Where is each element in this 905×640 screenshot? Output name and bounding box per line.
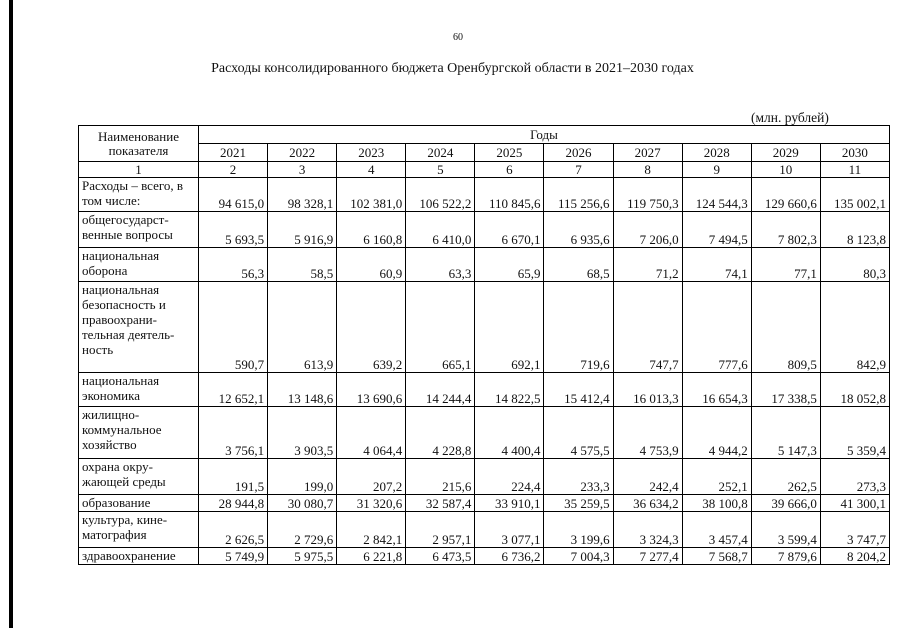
value-cell: 68,5 — [544, 248, 613, 282]
value-cell: 102 381,0 — [337, 178, 406, 212]
table-row — [79, 178, 890, 212]
value-cell: 7 206,0 — [613, 212, 682, 248]
value-cell: 71,2 — [613, 248, 682, 282]
value-cell: 74,1 — [682, 248, 751, 282]
table-row — [79, 212, 890, 248]
value-cell: 5 147,3 — [751, 407, 820, 459]
document-title: Расходы консолидированного бюджета Оренбургской области в 2021–2030 годах — [211, 61, 694, 76]
value-cell: 6 160,8 — [337, 212, 406, 248]
value-cell: 13 148,6 — [268, 373, 337, 407]
table-row — [79, 512, 890, 548]
value-cell: 4 944,2 — [682, 407, 751, 459]
value-cell: 224,4 — [475, 459, 544, 495]
indicator-name: здравоохранение — [79, 548, 199, 565]
value-cell: 5 916,9 — [268, 212, 337, 248]
value-cell: 3 199,6 — [544, 512, 613, 548]
value-cell: 215,6 — [406, 459, 475, 495]
value-cell: 4 064,4 — [337, 407, 406, 459]
column-number: 6 — [475, 162, 544, 178]
value-cell: 7 004,3 — [544, 548, 613, 565]
value-cell: 7 879,6 — [751, 548, 820, 565]
value-cell: 719,6 — [544, 282, 613, 373]
indicator-name: национальная безопасность и правоохрани-тельная деятель-ность — [79, 282, 199, 373]
value-cell: 65,9 — [475, 248, 544, 282]
value-cell: 242,4 — [613, 459, 682, 495]
value-cell: 18 052,8 — [820, 373, 889, 407]
value-cell: 115 256,6 — [544, 178, 613, 212]
value-cell: 3 756,1 — [199, 407, 268, 459]
indicator-name-header: Наименование показателя — [79, 126, 199, 162]
column-number: 9 — [682, 162, 751, 178]
value-cell: 2 957,1 — [406, 512, 475, 548]
value-cell: 8 123,8 — [820, 212, 889, 248]
value-cell: 5 359,4 — [820, 407, 889, 459]
indicator-name: культура, кине-матография — [79, 512, 199, 548]
value-cell: 38 100,8 — [682, 495, 751, 512]
column-number: 7 — [544, 162, 613, 178]
value-cell: 16 013,3 — [613, 373, 682, 407]
value-cell: 15 412,4 — [544, 373, 613, 407]
value-cell: 3 599,4 — [751, 512, 820, 548]
value-cell: 35 259,5 — [544, 495, 613, 512]
year-header: 2026 — [544, 144, 613, 162]
value-cell: 2 842,1 — [337, 512, 406, 548]
value-cell: 16 654,3 — [682, 373, 751, 407]
value-cell: 6 221,8 — [337, 548, 406, 565]
indicator-name: национальная оборона — [79, 248, 199, 282]
value-cell: 3 457,4 — [682, 512, 751, 548]
column-number: 8 — [613, 162, 682, 178]
value-cell: 60,9 — [337, 248, 406, 282]
year-header: 2029 — [751, 144, 820, 162]
value-cell: 94 615,0 — [199, 178, 268, 212]
year-header: 2025 — [475, 144, 544, 162]
value-cell: 665,1 — [406, 282, 475, 373]
column-number: 3 — [268, 162, 337, 178]
year-header: 2021 — [199, 144, 268, 162]
value-cell: 3 903,5 — [268, 407, 337, 459]
value-cell: 6 670,1 — [475, 212, 544, 248]
years-header: Годы — [199, 126, 890, 144]
value-cell: 77,1 — [751, 248, 820, 282]
value-cell: 31 320,6 — [337, 495, 406, 512]
year-header: 2023 — [337, 144, 406, 162]
value-cell: 6 473,5 — [406, 548, 475, 565]
column-number: 2 — [199, 162, 268, 178]
value-cell: 12 652,1 — [199, 373, 268, 407]
budget-table — [78, 125, 890, 565]
page-number: 60 — [453, 32, 463, 43]
table-row — [79, 459, 890, 495]
table-row — [79, 407, 890, 459]
value-cell: 28 944,8 — [199, 495, 268, 512]
year-header: 2024 — [406, 144, 475, 162]
value-cell: 63,3 — [406, 248, 475, 282]
value-cell: 590,7 — [199, 282, 268, 373]
column-number: 10 — [751, 162, 820, 178]
value-cell: 639,2 — [337, 282, 406, 373]
value-cell: 41 300,1 — [820, 495, 889, 512]
value-cell: 39 666,0 — [751, 495, 820, 512]
value-cell: 98 328,1 — [268, 178, 337, 212]
value-cell: 273,3 — [820, 459, 889, 495]
value-cell: 14 822,5 — [475, 373, 544, 407]
value-cell: 7 568,7 — [682, 548, 751, 565]
table-row — [79, 548, 890, 565]
value-cell: 613,9 — [268, 282, 337, 373]
table-row — [79, 373, 890, 407]
value-cell: 4 228,8 — [406, 407, 475, 459]
value-cell: 7 277,4 — [613, 548, 682, 565]
value-cell: 124 544,3 — [682, 178, 751, 212]
value-cell: 3 747,7 — [820, 512, 889, 548]
value-cell: 7 494,5 — [682, 212, 751, 248]
value-cell: 5 749,9 — [199, 548, 268, 565]
value-cell: 777,6 — [682, 282, 751, 373]
value-cell: 207,2 — [337, 459, 406, 495]
indicator-name: национальная экономика — [79, 373, 199, 407]
value-cell: 58,5 — [268, 248, 337, 282]
value-cell: 106 522,2 — [406, 178, 475, 212]
value-cell: 33 910,1 — [475, 495, 544, 512]
value-cell: 5 693,5 — [199, 212, 268, 248]
value-cell: 262,5 — [751, 459, 820, 495]
year-header: 2030 — [820, 144, 889, 162]
value-cell: 36 634,2 — [613, 495, 682, 512]
value-cell: 233,3 — [544, 459, 613, 495]
indicator-name: общегосударст-венные вопросы — [79, 212, 199, 248]
year-header: 2027 — [613, 144, 682, 162]
value-cell: 2 626,5 — [199, 512, 268, 548]
table-row — [79, 248, 890, 282]
value-cell: 8 204,2 — [820, 548, 889, 565]
table-row — [79, 495, 890, 512]
value-cell: 7 802,3 — [751, 212, 820, 248]
column-number: 1 — [79, 162, 199, 178]
value-cell: 747,7 — [613, 282, 682, 373]
column-number: 5 — [406, 162, 475, 178]
value-cell: 4 753,9 — [613, 407, 682, 459]
table-row — [79, 282, 890, 373]
value-cell: 119 750,3 — [613, 178, 682, 212]
value-cell: 3 077,1 — [475, 512, 544, 548]
binding-bar — [9, 0, 13, 628]
value-cell: 129 660,6 — [751, 178, 820, 212]
value-cell: 17 338,5 — [751, 373, 820, 407]
units-note: (млн. рублей) — [751, 110, 829, 125]
value-cell: 2 729,6 — [268, 512, 337, 548]
indicator-name: охрана окру-жающей среды — [79, 459, 199, 495]
value-cell: 842,9 — [820, 282, 889, 373]
value-cell: 5 975,5 — [268, 548, 337, 565]
value-cell: 80,3 — [820, 248, 889, 282]
value-cell: 135 002,1 — [820, 178, 889, 212]
value-cell: 14 244,4 — [406, 373, 475, 407]
value-cell: 6 935,6 — [544, 212, 613, 248]
value-cell: 252,1 — [682, 459, 751, 495]
year-header: 2022 — [268, 144, 337, 162]
indicator-name: Расходы – всего, в том числе: — [79, 178, 199, 212]
value-cell: 191,5 — [199, 459, 268, 495]
indicator-name: образование — [79, 495, 199, 512]
year-header: 2028 — [682, 144, 751, 162]
value-cell: 199,0 — [268, 459, 337, 495]
value-cell: 692,1 — [475, 282, 544, 373]
value-cell: 6 410,0 — [406, 212, 475, 248]
value-cell: 13 690,6 — [337, 373, 406, 407]
value-cell: 809,5 — [751, 282, 820, 373]
column-number: 4 — [337, 162, 406, 178]
value-cell: 4 575,5 — [544, 407, 613, 459]
indicator-name: жилищно-коммунальное хозяйство — [79, 407, 199, 459]
value-cell: 3 324,3 — [613, 512, 682, 548]
value-cell: 110 845,6 — [475, 178, 544, 212]
value-cell: 6 736,2 — [475, 548, 544, 565]
value-cell: 56,3 — [199, 248, 268, 282]
value-cell: 30 080,7 — [268, 495, 337, 512]
column-number: 11 — [820, 162, 889, 178]
value-cell: 4 400,4 — [475, 407, 544, 459]
value-cell: 32 587,4 — [406, 495, 475, 512]
